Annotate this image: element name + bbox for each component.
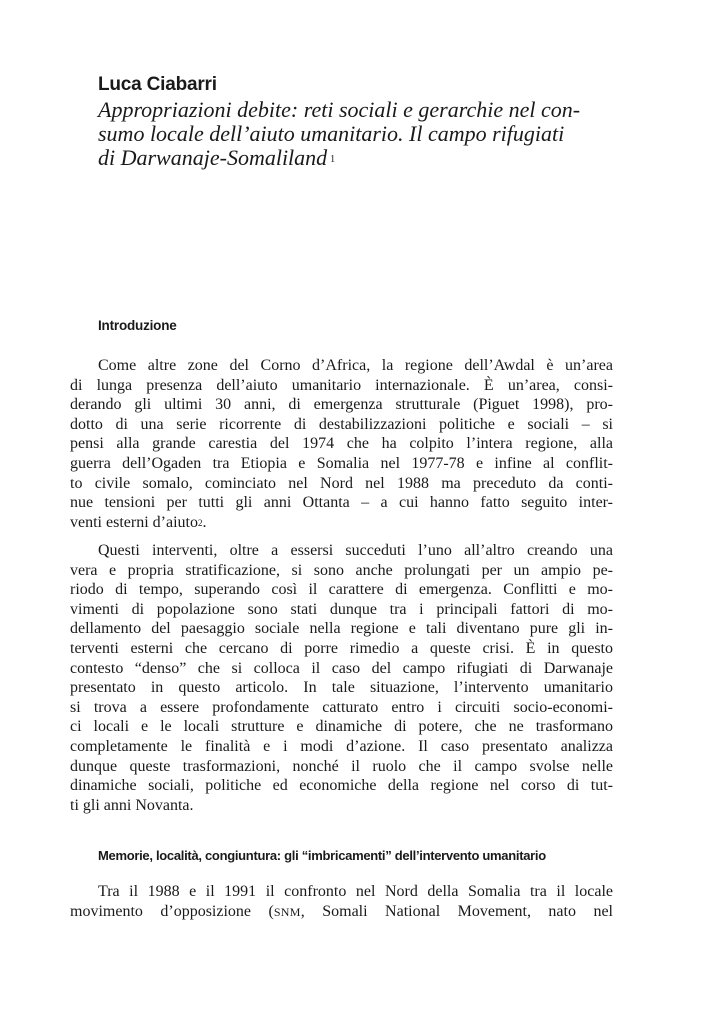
section-heading-introduzione: Introduzione [98,318,177,333]
section-heading-memorie: Memorie, località, congiuntura: gli “imbricamenti” dell’intervento umanitario [98,848,546,863]
text-line: vera e propria stratificazione, si sono anche prolungati per un ampio pe- [70,561,613,579]
text-line-content: venti esterni d’aiuto [70,513,198,531]
text-line: nue tensioni per tutti gli anni Ottanta – a cui hanno fatto seguito inter- [70,494,613,512]
text-line: presentato in questo articolo. In tale situazione, l’intervento umanitario [70,679,613,697]
title-line: Appropriazioni debite: reti sociali e gerarchie nel con- [98,97,581,122]
text-line: Questi interventi, oltre a essersi succeduti l’uno all’altro creando una [98,542,613,559]
text-line: completamente le finalità e i modi d’azione. Il caso presentato analizza [70,737,613,755]
author-name: Luca Ciabarri [98,74,217,95]
text-line: venti esterni d’aiuto$^2$. [70,513,207,531]
footnote-marker: 2 [197,517,203,528]
abbreviation-snm: SNM [273,904,301,919]
text-line: pensi alla grande carestia del 1974 che ha colpito l’intera regione, alla [70,435,613,453]
article-title [98,98,613,170]
paragraph-3 [70,882,613,922]
text-line: derando gli ultimi 30 anni, di emergenza strutturale (Piguet 1998), pro- [70,396,613,414]
text-line: dinamiche sociali, politiche ed economiche della regione nel corso di tut- [70,777,613,795]
text-line: Come altre zone del Corno d’Africa, la regione dell’Awdal è un’area [98,357,613,374]
text-line: Tra il 1988 e il 1991 il confronto nel Nord della Somalia tra il locale [98,883,613,900]
text-line: to civile somalo, cominciato nel Nord nel 1988 ma preceduto da conti- [70,474,613,492]
title-line [98,146,613,170]
text-line: di lunga presenza dell’aiuto umanitario internazionale. È un’area, consi- [70,376,613,394]
title-line-text: di Darwanaje-Somaliland [98,145,328,170]
text-line: vimenti di popolazione sono stati dunque tra i principali fattori di mo- [70,600,613,618]
paragraph-2 [70,541,613,815]
text-line: guerra dell’Ogaden tra Etiopia e Somalia nel 1977-78 e infine al conflit- [70,454,613,472]
text-line: ci locali e le locali strutture e dinamiche di potere, che ne trasformano [70,718,613,736]
title-footnote-marker: 1 [330,154,336,165]
text-line: ti gli anni Novanta. [70,796,194,814]
text-line: terventi esterni che cercano di porre rimedio a queste crisi. È in questo [70,639,613,657]
text-line: dunque queste trasformazioni, nonché il ruolo che il campo svolse nelle [70,757,613,775]
paragraph-1 [70,356,613,532]
text-line: si trova a essere profondamente catturato entro i circuiti socio-economi- [70,698,613,716]
text-line-content: movimento d’opposizione ( [70,902,274,920]
title-line: sumo locale dell’aiuto umanitario. Il campo rifugiati [98,121,565,146]
text-line: dellamento del paesaggio sociale nella regione e tali diventano pure gli in- [70,620,613,638]
text-line: contesto “denso” che si colloca il caso del campo rifugiati di Darwanaje [70,659,613,677]
text-line-content: , Somali National Movement, nato nel [300,902,614,920]
text-line [70,902,613,923]
text-line: riodo di tempo, superando così il carattere di emergenza. Conflitti e mo- [70,581,613,599]
text-line: dotto di una serie ricorrente di destabilizzazioni politiche e sociali – si [70,415,613,433]
